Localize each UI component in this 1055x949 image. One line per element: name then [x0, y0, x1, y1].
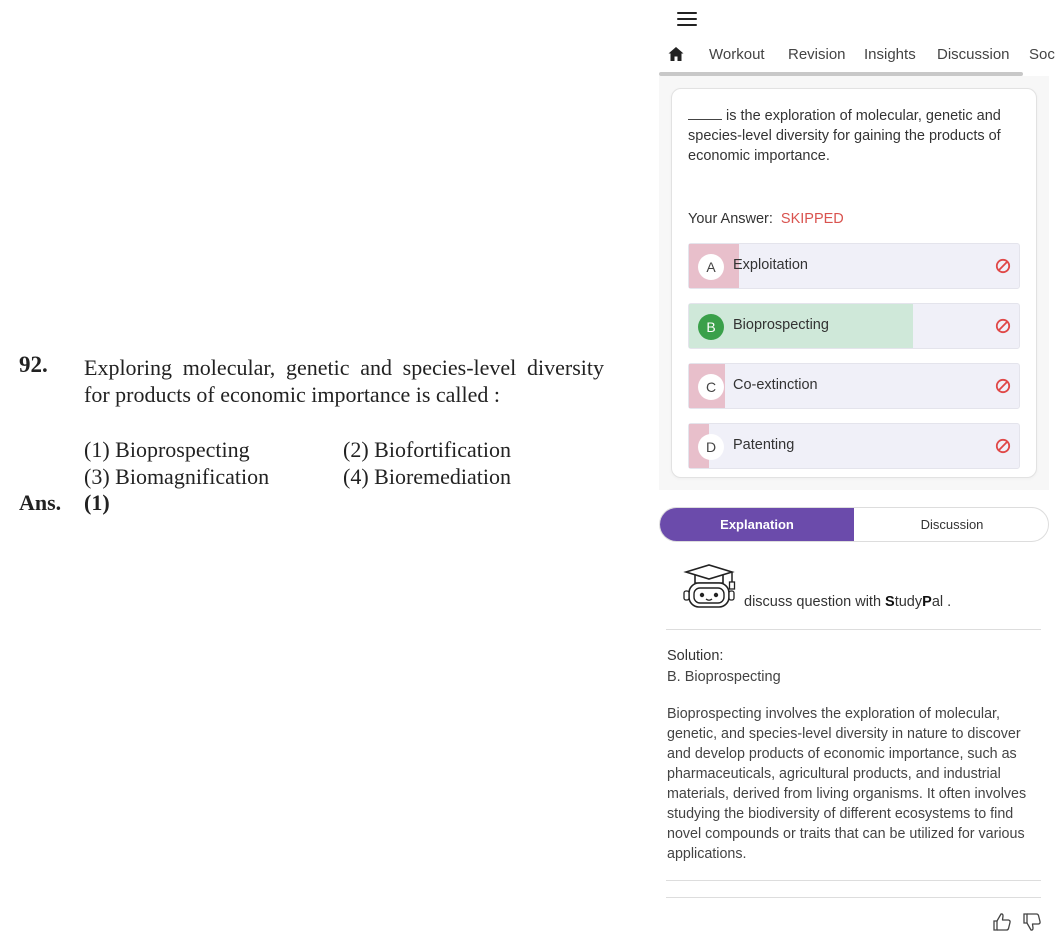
- option-d-letter: D: [698, 434, 724, 460]
- block-icon: [995, 318, 1011, 334]
- divider: [666, 880, 1041, 881]
- tab-workout[interactable]: Workout: [709, 46, 765, 63]
- solution-body: Bioprospecting involves the exploration of molecular, genetic, and species-level diversity in nature to discover and develop products of economic importance, such as pharmaceuticals, agricultural products, and industrial materials, derived from living organisms. It often involves studying the biodiversity of different ecosystems to find novel compounds or traits that can be utilized for various applications.: [667, 706, 1027, 862]
- answer-value: (1): [84, 490, 110, 515]
- tab-insights[interactable]: Insights: [864, 46, 916, 63]
- solution-answer: B. Bioprospecting: [667, 669, 781, 685]
- your-answer-status: SKIPPED: [780, 211, 844, 227]
- tab-social[interactable]: Soc: [1029, 46, 1055, 63]
- question-card: [671, 88, 1037, 478]
- tab-revision[interactable]: Revision: [788, 46, 846, 63]
- option-b[interactable]: [688, 303, 1020, 349]
- block-icon: [995, 378, 1011, 394]
- your-answer: [688, 211, 844, 227]
- block-icon: [995, 258, 1011, 274]
- option-c-letter: C: [698, 374, 724, 400]
- explanation-discussion-toggle: [659, 507, 1049, 542]
- scan-option-1: (1) Bioprospecting: [84, 437, 250, 462]
- solution-title: Solution:: [667, 648, 724, 664]
- option-a-letter: A: [698, 254, 724, 280]
- option-b-letter: B: [698, 314, 724, 340]
- question-number: 92.: [19, 352, 48, 377]
- scan-option-4: (4) Bioremediation: [343, 464, 512, 489]
- option-c[interactable]: [688, 363, 1020, 409]
- answer-label: Ans.: [19, 490, 62, 515]
- thumbs-down-icon[interactable]: [1022, 912, 1042, 932]
- tab-discussion[interactable]: Discussion: [937, 46, 1010, 63]
- question-stem: is the exploration of molecular, genetic and species-level diversity for gaining the products of economic importance.: [688, 108, 1001, 164]
- scan-option-2: (2) Biofortification: [343, 437, 512, 462]
- menu-icon[interactable]: [677, 12, 697, 28]
- tab-explanation[interactable]: Explanation: [660, 508, 854, 541]
- option-a[interactable]: [688, 243, 1020, 289]
- option-d-label: Patenting: [733, 437, 795, 453]
- tab-discussion-panel[interactable]: Discussion: [920, 517, 984, 532]
- divider: [666, 629, 1041, 630]
- option-c-label: Co-extinction: [733, 377, 818, 393]
- nav-tabs: [659, 42, 1055, 74]
- thumbs-up-icon[interactable]: [992, 912, 1012, 932]
- studypal-link[interactable]: discuss question with StudyPal .: [744, 594, 952, 610]
- divider: [666, 897, 1041, 898]
- option-a-label: Exploitation: [733, 257, 808, 273]
- home-icon[interactable]: [667, 45, 685, 63]
- scan-option-3: (3) Biomagnification: [84, 464, 270, 489]
- option-b-label: Bioprospecting: [733, 317, 829, 333]
- your-answer-label: Your Answer:: [688, 211, 773, 227]
- robot-icon[interactable]: [680, 563, 738, 609]
- option-d[interactable]: [688, 423, 1020, 469]
- block-icon: [995, 438, 1011, 454]
- question-text: Exploring molecular, genetic and species-level diversity for products of economic importance is called :: [84, 355, 604, 407]
